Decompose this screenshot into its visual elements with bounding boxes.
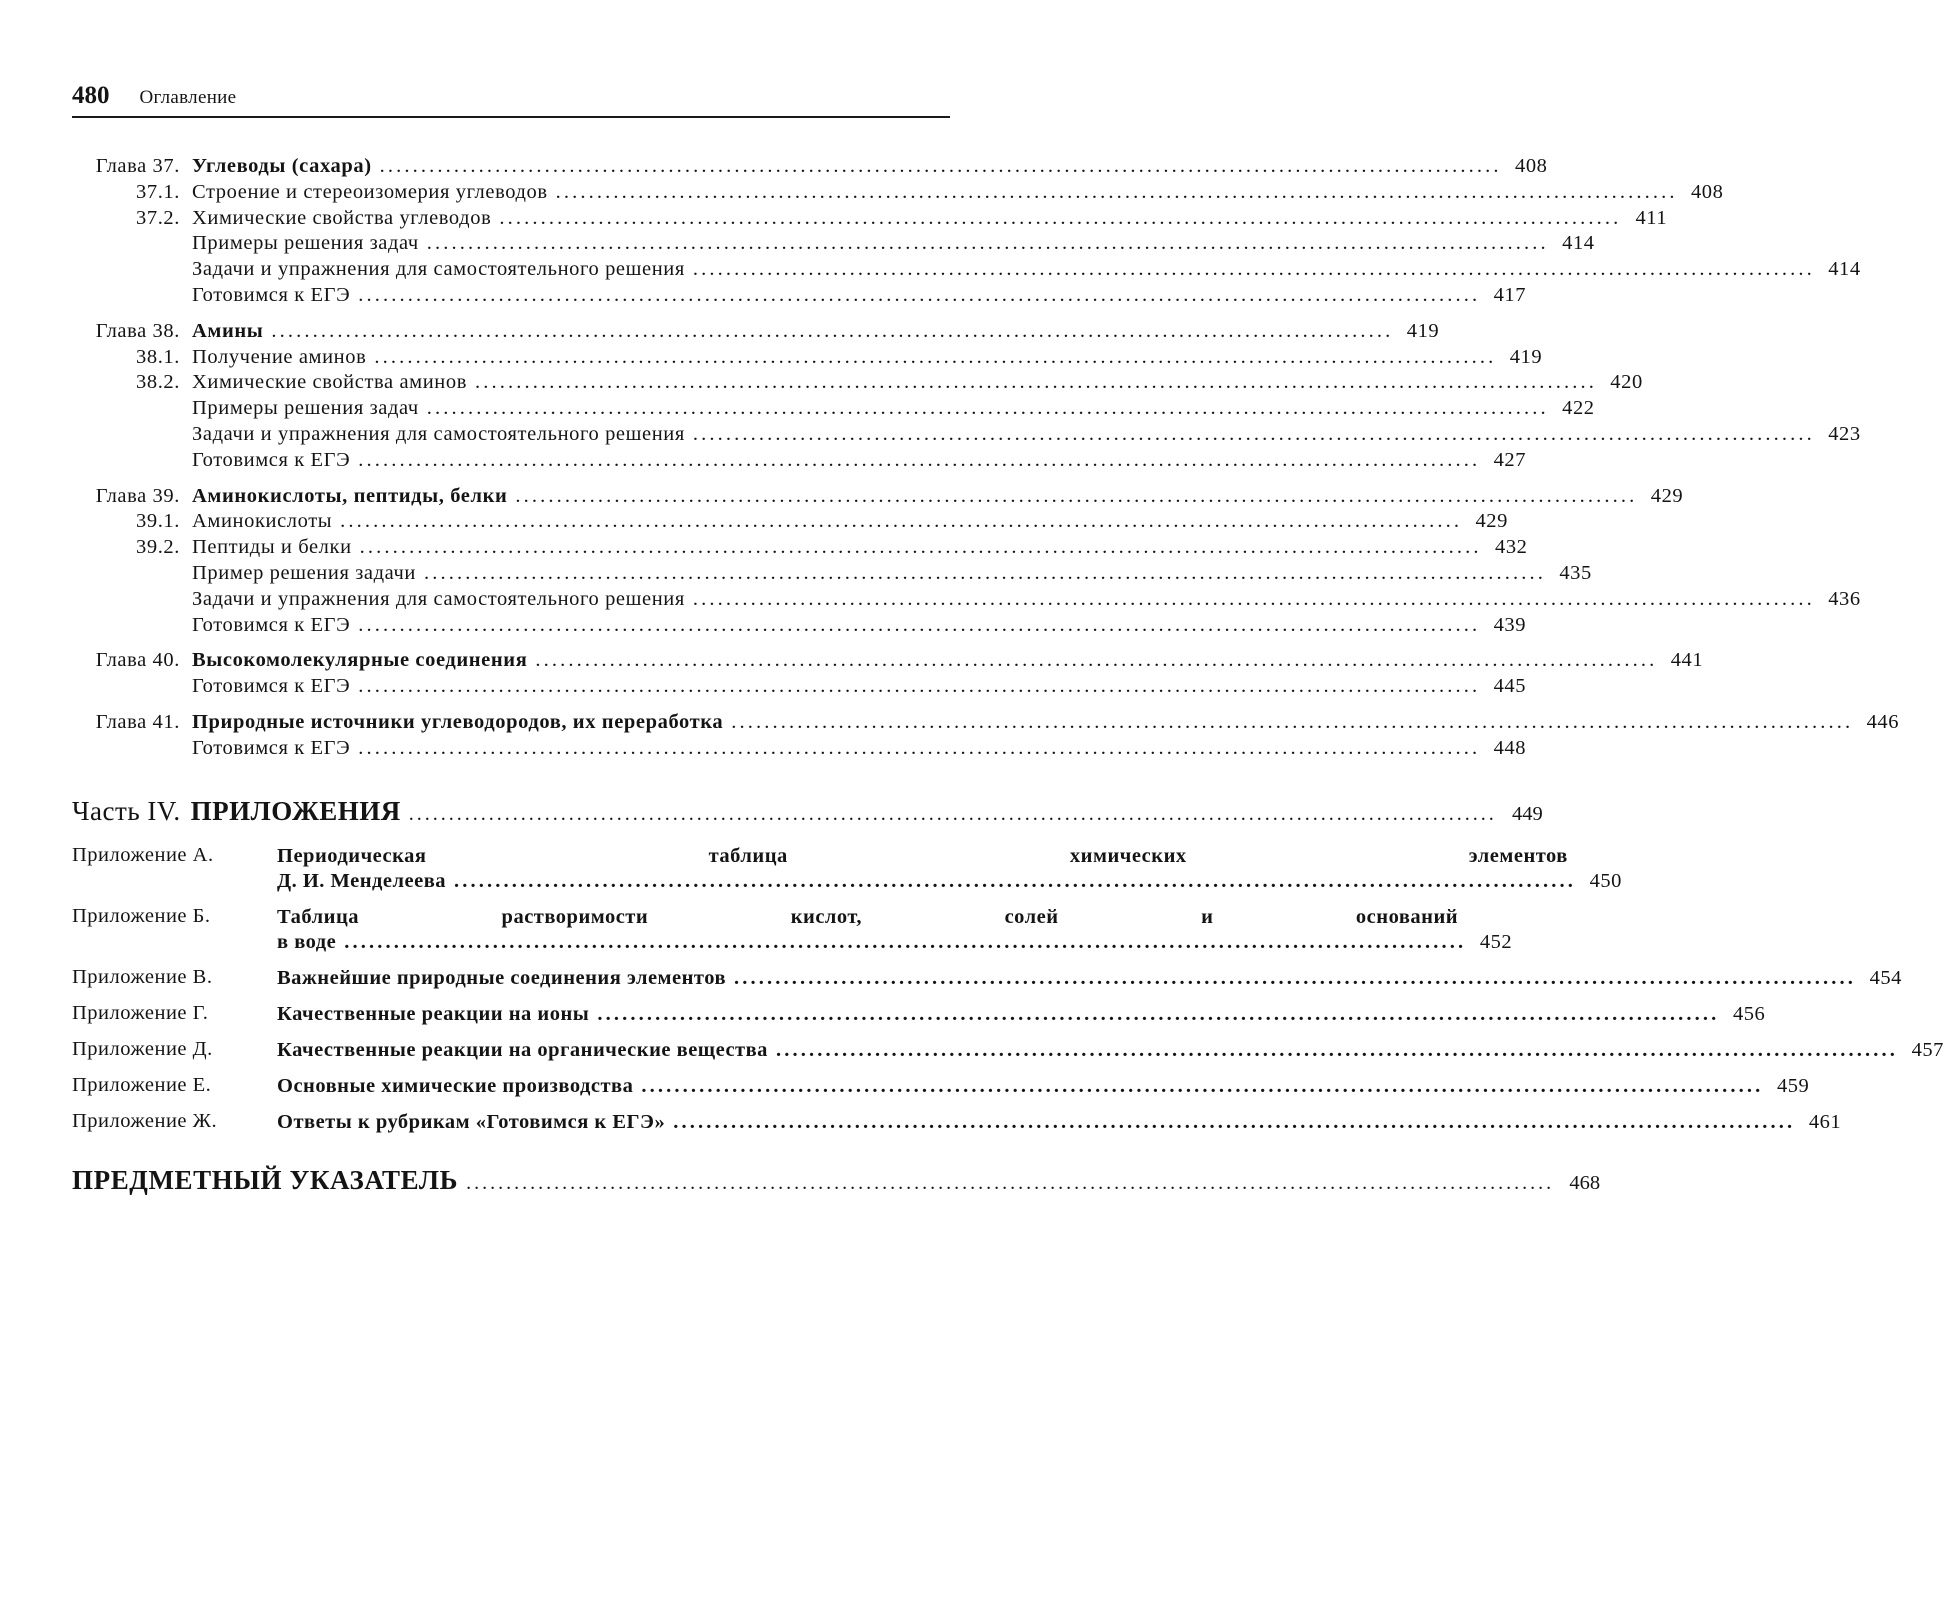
section-page: 427: [1493, 448, 1527, 471]
dot-leader: [350, 674, 1482, 700]
appendix-title-line: [277, 966, 1902, 991]
section-row: [72, 345, 1543, 371]
section-title: Аминокислоты: [192, 510, 333, 533]
part-label: Часть IV.: [72, 795, 181, 826]
appendix-body: [277, 1002, 1765, 1027]
dot-leader: [458, 1172, 1556, 1195]
section-page: 448: [1493, 736, 1527, 759]
dot-leader: [548, 180, 1680, 206]
dot-leader: [723, 710, 1855, 736]
appendix-title-word: Периодическая: [277, 844, 427, 867]
dot-leader: [372, 154, 1504, 180]
chapter-label: Глава 39.: [95, 484, 180, 507]
chapter-block: [72, 710, 1900, 762]
chapter-row: [72, 710, 1900, 736]
section-page: 414: [1828, 258, 1861, 281]
section-label: 38.1.: [136, 345, 180, 368]
section-label: 37.1.: [136, 180, 180, 203]
appendix-body: [277, 1038, 1944, 1063]
section-row: [72, 587, 1861, 613]
chapter-title: Углеводы (сахара): [192, 155, 372, 177]
chapter-block: [72, 648, 1704, 700]
section-page: 423: [1828, 422, 1861, 445]
dot-leader: [491, 206, 1623, 232]
section-row: [72, 180, 1724, 206]
chapter-page: 408: [1514, 155, 1548, 177]
section-label: 39.1.: [136, 510, 180, 533]
chapter-label: Глава 40.: [95, 649, 180, 672]
appendix-title-word: растворимости: [501, 905, 649, 928]
section-page: 417: [1493, 283, 1527, 306]
appendix-item: [72, 1073, 1810, 1099]
dot-leader: [350, 448, 1482, 474]
section-row: [72, 396, 1595, 422]
dot-leader: [350, 736, 1482, 762]
dot-leader: [527, 648, 1659, 674]
appendix-label: Приложение Г.: [72, 1001, 209, 1024]
section-page: 435: [1559, 561, 1592, 584]
section-title: Химические свойства углеводов: [192, 206, 492, 229]
appendix-title-word: солей: [1004, 905, 1059, 928]
dot-leader: [419, 396, 1551, 422]
appendix-item: [72, 1037, 1944, 1063]
appendix-title-line: [277, 869, 1622, 894]
page-title: Оглавление: [139, 87, 237, 108]
section-title: Химические свойства аминов: [192, 371, 467, 394]
appendix-title-cont: Д. И. Менделеева: [277, 869, 447, 892]
appendix-body: [277, 1074, 1809, 1099]
dot-leader: [350, 613, 1482, 639]
appendix-title-word: кислот,: [790, 905, 863, 928]
section-page: 408: [1690, 180, 1724, 203]
chapter-label: Глава 38.: [95, 319, 180, 342]
section-title: Получение аминов: [192, 345, 367, 368]
appendix-label: Приложение Б.: [72, 904, 211, 927]
section-row: [72, 535, 1528, 561]
appendix-page: 450: [1589, 869, 1622, 892]
appendix-label: Приложение В.: [72, 965, 213, 988]
section-page: 436: [1828, 587, 1861, 610]
appendix-title-line: [277, 844, 1622, 869]
chapter-title: Аминокислоты, пептиды, белки: [192, 484, 508, 507]
dot-leader: [336, 930, 1468, 955]
section-row: [72, 736, 1527, 762]
dot-leader: [416, 561, 1548, 587]
dot-leader: [726, 966, 1858, 991]
appendix-label: Приложение Е.: [72, 1073, 212, 1096]
appendix-title-line: [277, 1074, 1809, 1099]
dot-leader: [419, 231, 1551, 257]
chapter-block: [72, 154, 1861, 309]
section-title: Задачи и упражнения для самостоятельного решения: [192, 258, 685, 281]
appendix-title-line: [277, 1110, 1841, 1135]
dot-leader: [685, 422, 1817, 448]
dot-leader: [332, 509, 1464, 535]
section-page: 422: [1562, 397, 1595, 420]
section-row: [72, 283, 1527, 309]
chapter-title: Амины: [192, 319, 264, 342]
appendix-label: Приложение Д.: [72, 1037, 213, 1060]
section-row: [72, 422, 1861, 448]
appendix-item: [72, 1001, 1766, 1027]
appendix-page: 456: [1732, 1002, 1766, 1025]
section-row: [72, 509, 1509, 535]
dot-leader: [263, 319, 1395, 345]
dot-leader: [352, 535, 1484, 561]
section-title: Готовимся к ЕГЭ: [192, 736, 351, 759]
section-label: 38.2.: [136, 371, 180, 394]
section-page: 419: [1509, 345, 1543, 368]
dot-leader: [350, 283, 1482, 309]
appendix-page: 459: [1777, 1074, 1810, 1097]
chapter-row: [72, 154, 1548, 180]
appendix-title: Ответы к рубрикам «Готовимся к ЕГЭ»: [277, 1110, 666, 1133]
toc-page: [72, 82, 1944, 1205]
section-title: Готовимся к ЕГЭ: [192, 613, 351, 636]
dot-leader: [507, 484, 1639, 510]
chapter-page: 446: [1866, 710, 1900, 733]
section-row: [72, 613, 1527, 639]
chapter-page: 429: [1650, 484, 1684, 507]
chapter-label: Глава 41.: [95, 710, 180, 733]
appendix-item: [72, 1109, 1842, 1135]
section-row: [72, 370, 1643, 396]
appendix-item: [72, 965, 1902, 991]
section-row: [72, 206, 1668, 232]
dot-leader: [768, 1038, 1900, 1063]
chapter-row: [72, 484, 1684, 510]
chapter-page: 441: [1670, 649, 1704, 672]
appendix-title: Важнейшие природные соединения элементов: [277, 966, 727, 989]
section-title: Готовимся к ЕГЭ: [192, 283, 351, 306]
appendix-body: [277, 1110, 1841, 1135]
part-heading: [72, 795, 1543, 836]
section-row: [72, 448, 1527, 474]
page-number: 480: [72, 82, 110, 109]
part-page: 449: [1512, 802, 1543, 825]
dot-leader: [685, 257, 1817, 283]
appendix-title-line: [277, 1002, 1765, 1027]
section-row: [72, 674, 1527, 700]
appendix-item: [72, 904, 1513, 955]
part-title: ПРИЛОЖЕНИЯ: [190, 795, 401, 826]
section-title: Примеры решения задач: [192, 397, 419, 420]
running-head: [72, 82, 950, 116]
chapter-page: 419: [1406, 319, 1440, 342]
index-page: 468: [1569, 1171, 1601, 1194]
appendix-label: Приложение Ж.: [72, 1109, 218, 1132]
dot-leader: [467, 370, 1599, 396]
appendix-list: [72, 843, 1944, 1135]
dot-leader: [665, 1110, 1797, 1135]
appendix-title-word: элементов: [1468, 844, 1568, 867]
dot-leader: [685, 587, 1817, 613]
section-title: Строение и стереоизомерия углеводов: [192, 180, 548, 203]
appendix-page: 454: [1869, 966, 1902, 989]
index-title: ПРЕДМЕТНЫЙ УКАЗАТЕЛЬ: [72, 1164, 459, 1195]
appendix-title-word: Таблица: [277, 905, 360, 928]
appendix-title-word: оснований: [1355, 905, 1459, 928]
appendix-title: Качественные реакции на ионы: [277, 1002, 590, 1025]
appendix-page: 457: [1911, 1038, 1944, 1061]
section-row: [72, 231, 1595, 257]
appendix-page: 452: [1479, 930, 1513, 953]
section-title: Пептиды и белки: [192, 536, 352, 559]
section-title: Готовимся к ЕГЭ: [192, 448, 351, 471]
section-page: 414: [1562, 232, 1595, 255]
chapter-row: [72, 648, 1704, 674]
section-label: 39.2.: [136, 536, 180, 559]
section-row: [72, 257, 1861, 283]
section-title: Пример решения задачи: [192, 561, 416, 584]
appendix-body: [277, 966, 1902, 991]
section-page: 439: [1493, 613, 1527, 636]
section-title: Примеры решения задач: [192, 232, 419, 255]
appendix-title-word: таблица: [708, 844, 788, 867]
dot-leader: [589, 1002, 1721, 1027]
appendix-title-word: и: [1201, 905, 1214, 928]
section-title: Готовимся к ЕГЭ: [192, 675, 351, 698]
index-heading: [72, 1164, 1601, 1205]
section-title: Задачи и упражнения для самостоятельного решения: [192, 422, 685, 445]
section-page: 420: [1610, 371, 1643, 394]
section-page: 445: [1493, 675, 1527, 698]
chapter-block: [72, 484, 1861, 639]
section-row: [72, 561, 1592, 587]
section-page: 432: [1494, 536, 1528, 559]
chapter-title: Природные источники углеводородов, их переработка: [192, 710, 724, 733]
table-of-contents: [72, 154, 1900, 762]
section-page: 429: [1475, 510, 1509, 533]
header-rule: [72, 116, 950, 118]
section-label: 37.2.: [136, 206, 180, 229]
section-page: 411: [1635, 206, 1668, 229]
dot-leader: [633, 1074, 1765, 1099]
appendix-title: Основные химические производства: [277, 1074, 634, 1097]
appendix-label: Приложение А.: [72, 843, 214, 866]
chapter-title: Высокомолекулярные соединения: [192, 649, 528, 672]
section-title: Задачи и упражнения для самостоятельного решения: [192, 587, 685, 610]
appendix-title-line: [277, 905, 1512, 930]
chapter-block: [72, 319, 1861, 474]
appendix-body: [277, 844, 1622, 894]
appendix-title-cont: в воде: [277, 930, 337, 953]
appendix-body: [277, 905, 1512, 955]
appendix-title: Качественные реакции на органические вещества: [277, 1038, 768, 1061]
appendix-title-line: [277, 930, 1512, 955]
dot-leader: [366, 345, 1498, 371]
dot-leader: [401, 803, 1499, 826]
appendix-page: 461: [1808, 1110, 1842, 1133]
appendix-title-line: [277, 1038, 1944, 1063]
dot-leader: [446, 869, 1578, 894]
chapter-label: Глава 37.: [95, 155, 180, 177]
appendix-item: [72, 843, 1622, 894]
appendix-title-word: химических: [1069, 844, 1187, 867]
chapter-row: [72, 319, 1440, 345]
